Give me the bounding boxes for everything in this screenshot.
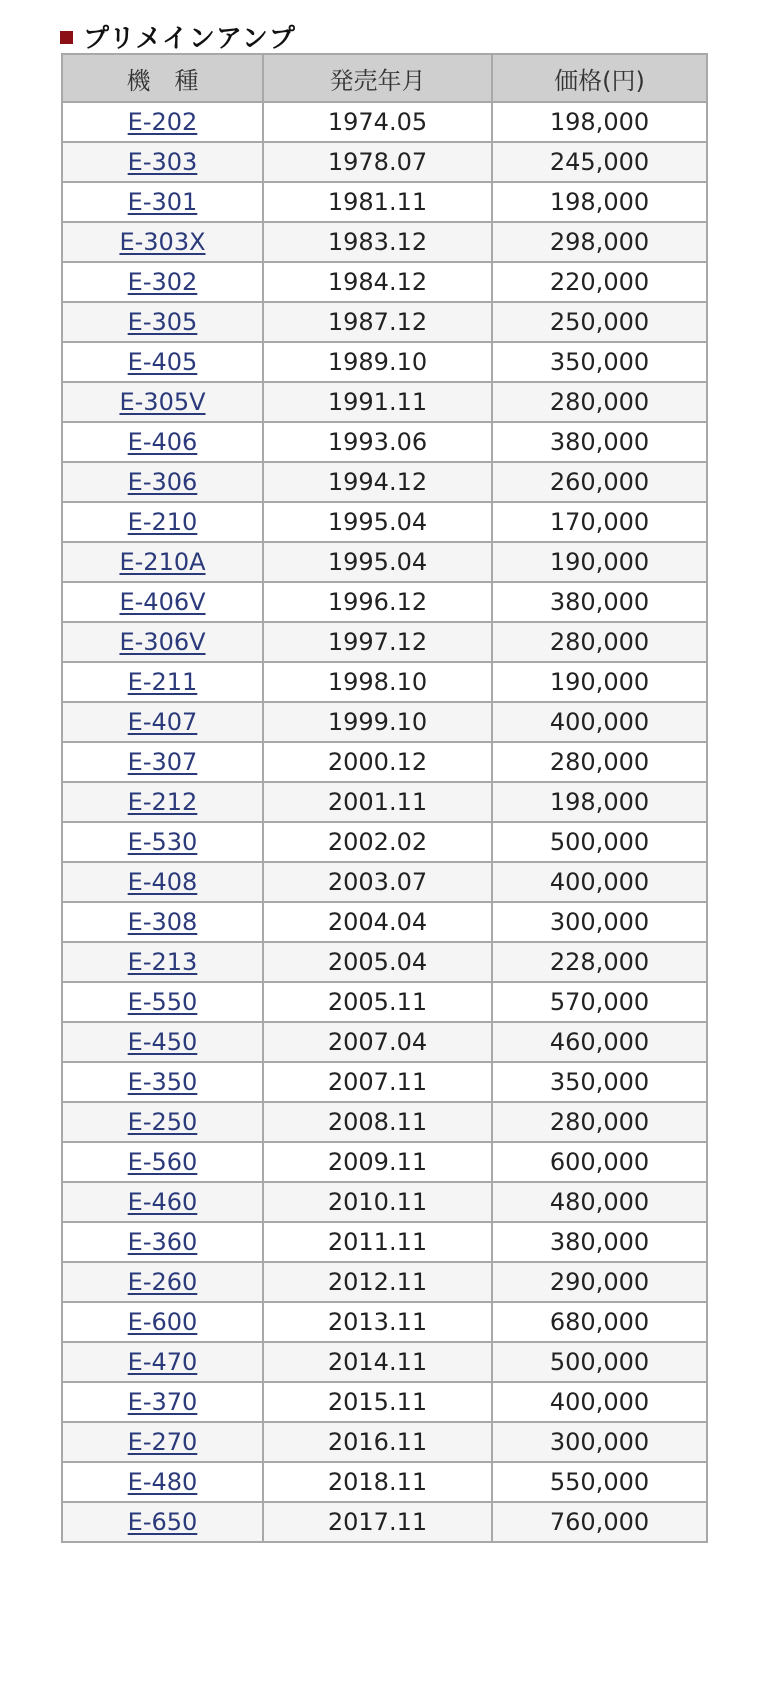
model-link[interactable]: E-306: [127, 468, 198, 496]
model-cell: [62, 502, 263, 542]
table-row: [62, 582, 707, 622]
table-row: [62, 1422, 707, 1462]
column-header-release-date: 発売年月: [263, 54, 492, 102]
price-cell: 600,000: [492, 1142, 707, 1182]
release-date-cell: 2007.11: [263, 1062, 492, 1102]
model-cell: [62, 1142, 263, 1182]
price-cell: 198,000: [492, 102, 707, 142]
price-cell: 250,000: [492, 302, 707, 342]
model-cell: [62, 1422, 263, 1462]
release-date-cell: 1999.10: [263, 702, 492, 742]
table-row: [62, 1022, 707, 1062]
model-link[interactable]: E-450: [127, 1028, 198, 1056]
model-cell: [62, 1462, 263, 1502]
release-date-cell: 1991.11: [263, 382, 492, 422]
release-date-cell: 2001.11: [263, 782, 492, 822]
model-link[interactable]: E-212: [127, 788, 198, 816]
model-cell: [62, 782, 263, 822]
model-link[interactable]: E-305V: [119, 388, 206, 416]
table-row: [62, 222, 707, 262]
price-cell: 198,000: [492, 182, 707, 222]
table-row: [62, 502, 707, 542]
table-row: [62, 1382, 707, 1422]
column-header-price: 価格(円): [492, 54, 707, 102]
price-cell: 170,000: [492, 502, 707, 542]
price-cell: 300,000: [492, 902, 707, 942]
release-date-cell: 2005.11: [263, 982, 492, 1022]
model-link[interactable]: E-550: [127, 988, 198, 1016]
release-date-cell: 1996.12: [263, 582, 492, 622]
model-cell: [62, 422, 263, 462]
model-link[interactable]: E-305: [127, 308, 198, 336]
header-row: [62, 54, 707, 102]
table-row: [62, 1262, 707, 1302]
model-link[interactable]: E-407: [127, 708, 198, 736]
release-date-cell: 1978.07: [263, 142, 492, 182]
model-cell: [62, 342, 263, 382]
release-date-cell: 2005.04: [263, 942, 492, 982]
model-cell: [62, 382, 263, 422]
square-bullet-icon: [60, 31, 73, 44]
table-row: [62, 1142, 707, 1182]
price-cell: 500,000: [492, 822, 707, 862]
model-link[interactable]: E-210: [127, 508, 198, 536]
model-cell: [62, 102, 263, 142]
model-link[interactable]: E-307: [127, 748, 198, 776]
release-date-cell: 2017.11: [263, 1502, 492, 1542]
model-cell: [62, 942, 263, 982]
price-cell: 245,000: [492, 142, 707, 182]
model-link[interactable]: E-210A: [119, 548, 206, 576]
price-cell: 500,000: [492, 1342, 707, 1382]
release-date-cell: 2003.07: [263, 862, 492, 902]
section-title: プリメインアンプ: [83, 23, 296, 54]
model-cell: [62, 702, 263, 742]
price-cell: 760,000: [492, 1502, 707, 1542]
price-cell: 400,000: [492, 702, 707, 742]
model-link[interactable]: E-302: [127, 268, 198, 296]
release-date-cell: 1974.05: [263, 102, 492, 142]
price-cell: 550,000: [492, 1462, 707, 1502]
model-link[interactable]: E-470: [127, 1348, 198, 1376]
release-date-cell: 1995.04: [263, 502, 492, 542]
release-date-cell: 1987.12: [263, 302, 492, 342]
release-date-cell: 2009.11: [263, 1142, 492, 1182]
model-cell: [62, 662, 263, 702]
model-cell: [62, 302, 263, 342]
release-date-cell: 2016.11: [263, 1422, 492, 1462]
model-cell: [62, 1302, 263, 1342]
price-cell: 570,000: [492, 982, 707, 1022]
release-date-cell: 1983.12: [263, 222, 492, 262]
table-row: [62, 262, 707, 302]
release-date-cell: 2010.11: [263, 1182, 492, 1222]
price-cell: 400,000: [492, 862, 707, 902]
model-link[interactable]: E-530: [127, 828, 198, 856]
release-date-cell: 1998.10: [263, 662, 492, 702]
table-body: [62, 102, 707, 1542]
price-cell: 680,000: [492, 1302, 707, 1342]
model-link[interactable]: E-650: [127, 1508, 198, 1536]
release-date-cell: 2018.11: [263, 1462, 492, 1502]
model-cell: [62, 262, 263, 302]
release-date-cell: 2002.02: [263, 822, 492, 862]
section-heading: [60, 14, 296, 58]
column-header-model: 機 種: [62, 54, 263, 102]
price-cell: 290,000: [492, 1262, 707, 1302]
price-cell: 260,000: [492, 462, 707, 502]
table-row: [62, 1302, 707, 1342]
table-row: [62, 542, 707, 582]
price-cell: 380,000: [492, 582, 707, 622]
price-cell: 228,000: [492, 942, 707, 982]
release-date-cell: 1995.04: [263, 542, 492, 582]
price-cell: 280,000: [492, 622, 707, 662]
model-cell: [62, 822, 263, 862]
table-row: [62, 982, 707, 1022]
model-link[interactable]: E-406: [127, 428, 198, 456]
table-row: [62, 1102, 707, 1142]
model-link[interactable]: E-370: [127, 1388, 198, 1416]
model-cell: [62, 142, 263, 182]
price-cell: 380,000: [492, 422, 707, 462]
price-cell: 198,000: [492, 782, 707, 822]
table-row: [62, 1182, 707, 1222]
release-date-cell: 2008.11: [263, 1102, 492, 1142]
table-header: [62, 54, 707, 102]
model-link[interactable]: E-308: [127, 908, 198, 936]
table-row: [62, 782, 707, 822]
release-date-cell: 2015.11: [263, 1382, 492, 1422]
price-cell: 480,000: [492, 1182, 707, 1222]
model-link[interactable]: E-460: [127, 1188, 198, 1216]
price-cell: 190,000: [492, 542, 707, 582]
table-row: [62, 142, 707, 182]
model-link[interactable]: E-406V: [119, 588, 206, 616]
model-cell: [62, 1502, 263, 1542]
model-cell: [62, 902, 263, 942]
table-row: [62, 622, 707, 662]
model-link[interactable]: E-213: [127, 948, 198, 976]
table-row: [62, 742, 707, 782]
model-link[interactable]: E-250: [127, 1108, 198, 1136]
table-row: [62, 1462, 707, 1502]
release-date-cell: 1984.12: [263, 262, 492, 302]
model-cell: [62, 1102, 263, 1142]
table-row: [62, 942, 707, 982]
table-row: [62, 302, 707, 342]
price-cell: 190,000: [492, 662, 707, 702]
table-row: [62, 862, 707, 902]
model-cell: [62, 542, 263, 582]
model-cell: [62, 1222, 263, 1262]
table-row: [62, 822, 707, 862]
model-link[interactable]: E-350: [127, 1068, 198, 1096]
model-link[interactable]: E-301: [127, 188, 198, 216]
price-cell: 298,000: [492, 222, 707, 262]
table-row: [62, 902, 707, 942]
model-cell: [62, 582, 263, 622]
table-row: [62, 1342, 707, 1382]
price-cell: 400,000: [492, 1382, 707, 1422]
model-link[interactable]: E-408: [127, 868, 198, 896]
price-cell: 280,000: [492, 742, 707, 782]
model-cell: [62, 622, 263, 662]
table-row: [62, 662, 707, 702]
model-cell: [62, 982, 263, 1022]
table-row: [62, 702, 707, 742]
table-row: [62, 1222, 707, 1262]
table-row: [62, 462, 707, 502]
release-date-cell: 2000.12: [263, 742, 492, 782]
model-cell: [62, 182, 263, 222]
model-link[interactable]: E-260: [127, 1268, 198, 1296]
release-date-cell: 1993.06: [263, 422, 492, 462]
price-cell: 300,000: [492, 1422, 707, 1462]
model-link[interactable]: E-360: [127, 1228, 198, 1256]
table-row: [62, 102, 707, 142]
release-date-cell: 2004.04: [263, 902, 492, 942]
model-cell: [62, 1382, 263, 1422]
model-link[interactable]: E-303X: [119, 228, 206, 256]
model-link[interactable]: E-303: [127, 148, 198, 176]
release-date-cell: 2014.11: [263, 1342, 492, 1382]
release-date-cell: 1994.12: [263, 462, 492, 502]
model-cell: [62, 1262, 263, 1302]
price-cell: 460,000: [492, 1022, 707, 1062]
table-row: [62, 382, 707, 422]
table-row: [62, 342, 707, 382]
model-link[interactable]: E-560: [127, 1148, 198, 1176]
table-row: [62, 422, 707, 462]
release-date-cell: 1997.12: [263, 622, 492, 662]
release-date-cell: 2012.11: [263, 1262, 492, 1302]
price-cell: 280,000: [492, 1102, 707, 1142]
table-row: [62, 1502, 707, 1542]
table-row: [62, 1062, 707, 1102]
release-date-cell: 1989.10: [263, 342, 492, 382]
model-link[interactable]: E-270: [127, 1428, 198, 1456]
table-row: [62, 182, 707, 222]
model-cell: [62, 222, 263, 262]
model-cell: [62, 1342, 263, 1382]
release-date-cell: 1981.11: [263, 182, 492, 222]
price-cell: 220,000: [492, 262, 707, 302]
price-cell: 350,000: [492, 342, 707, 382]
price-cell: 350,000: [492, 1062, 707, 1102]
price-cell: 380,000: [492, 1222, 707, 1262]
model-cell: [62, 862, 263, 902]
model-link[interactable]: E-211: [127, 668, 198, 696]
model-cell: [62, 1022, 263, 1062]
model-cell: [62, 742, 263, 782]
model-link[interactable]: E-306V: [119, 628, 206, 656]
price-cell: 280,000: [492, 382, 707, 422]
model-link[interactable]: E-480: [127, 1468, 198, 1496]
model-cell: [62, 1062, 263, 1102]
model-link[interactable]: E-202: [127, 108, 198, 136]
model-link[interactable]: E-600: [127, 1308, 198, 1336]
release-date-cell: 2011.11: [263, 1222, 492, 1262]
release-date-cell: 2007.04: [263, 1022, 492, 1062]
model-link[interactable]: E-405: [127, 348, 198, 376]
product-table: [61, 53, 708, 1543]
release-date-cell: 2013.11: [263, 1302, 492, 1342]
model-cell: [62, 1182, 263, 1222]
model-cell: [62, 462, 263, 502]
